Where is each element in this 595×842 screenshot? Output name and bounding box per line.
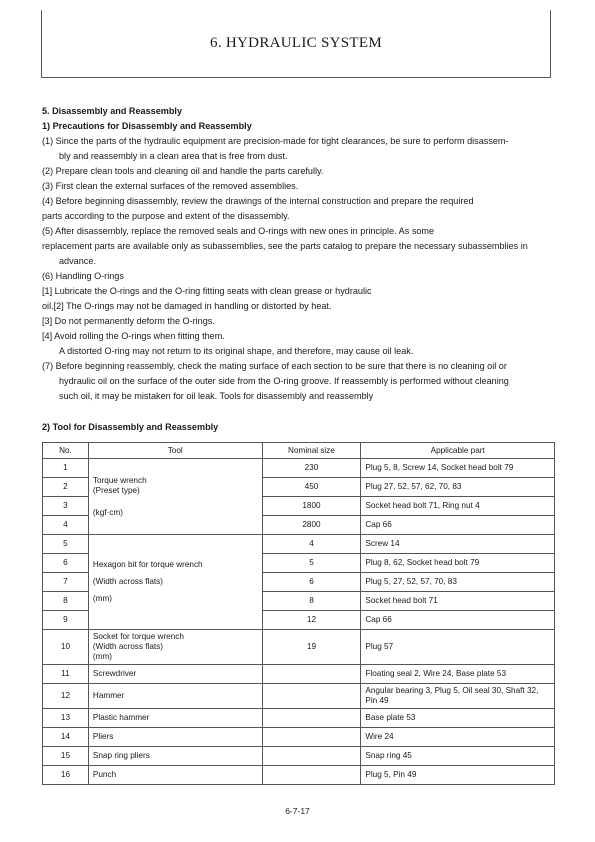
- section-heading: 5. Disassembly and Reassembly: [42, 106, 183, 116]
- nominal-size: 450: [262, 478, 361, 497]
- precaution-line: [3] Do not permanently deform the O-rings.: [42, 316, 215, 326]
- tool-note: (Preset type): [92, 485, 140, 495]
- nominal-size: 5: [262, 554, 361, 573]
- row-number: 2: [43, 478, 89, 497]
- precaution-line: (6) Handling O-rings: [42, 271, 124, 281]
- row-number: 11: [43, 665, 89, 684]
- applicable-part: Plug 57: [361, 630, 555, 665]
- precaution-line: (2) Prepare clean tools and cleaning oil and handle the parts carefully.: [42, 166, 324, 176]
- column-header-size: Nominal size: [262, 443, 361, 459]
- row-number: 6: [43, 554, 89, 573]
- applicable-part: Base plate 53: [361, 709, 555, 728]
- header-box: [41, 10, 551, 78]
- applicable-part: Snap ring 45: [361, 747, 555, 766]
- column-header-tool: Tool: [88, 443, 262, 459]
- subsection-heading-precautions: 1) Precautions for Disassembly and Reassembly: [42, 121, 252, 131]
- row-number: 14: [43, 728, 89, 747]
- nominal-size: 4: [262, 535, 361, 554]
- tool-cell-torque-wrench: [88, 459, 262, 535]
- applicable-part: Plug 5, Pin 49: [361, 766, 555, 785]
- column-header-no: No.: [43, 443, 89, 459]
- table-row: [43, 766, 555, 785]
- row-number: 12: [43, 684, 89, 709]
- nominal-size: [262, 665, 361, 684]
- applicable-part: Plug 8, 62, Socket head bolt 79: [361, 554, 555, 573]
- tool-cell-socket: [88, 630, 262, 665]
- row-number: 10: [43, 630, 89, 665]
- tool-note: (Width across flats): [92, 642, 163, 651]
- precaution-line: (3) First clean the external surfaces of the removed assemblies.: [42, 181, 299, 191]
- tool-name: Snap ring pliers: [88, 747, 262, 766]
- nominal-size: 6: [262, 573, 361, 592]
- table-row: [43, 728, 555, 747]
- precaution-line: such oil, it may be mistaken for oil leak. Tools for disassembly and reassembly: [59, 391, 374, 401]
- nominal-size: 12: [262, 611, 361, 630]
- applicable-part: Cap 66: [361, 611, 555, 630]
- table-row: [43, 665, 555, 684]
- precaution-line: (1) Since the parts of the hydraulic equipment are precision-made for tight clearances, be sure to perform disassem-: [42, 136, 509, 146]
- nominal-size: 8: [262, 592, 361, 611]
- applicable-part: Screw 14: [361, 535, 555, 554]
- nominal-size: [262, 684, 361, 709]
- nominal-size: [262, 709, 361, 728]
- precaution-line: advance.: [59, 256, 96, 266]
- subsection-heading-tools: 2) Tool for Disassembly and Reassembly: [42, 422, 219, 432]
- precaution-line: (7) Before beginning reassembly, check the mating surface of each section to be sure that there is no cleaning oil or: [42, 361, 507, 371]
- nominal-size: [262, 728, 361, 747]
- tools-table: [42, 442, 555, 785]
- precaution-line: [1] Lubricate the O-rings and the O-ring fitting seats with clean grease or hydraulic: [42, 286, 372, 296]
- column-header-part: Applicable part: [361, 443, 555, 459]
- nominal-size: 2800: [262, 516, 361, 535]
- applicable-part: Plug 27, 52, 57, 62, 70, 83: [361, 478, 555, 497]
- tool-unit: (kgf·cm): [92, 507, 123, 517]
- row-number: 4: [43, 516, 89, 535]
- applicable-part: Plug 5, 8, Screw 14, Socket head bolt 79: [361, 459, 555, 478]
- row-number: 13: [43, 709, 89, 728]
- nominal-size: 230: [262, 459, 361, 478]
- row-number: 15: [43, 747, 89, 766]
- page-title: 6. HYDRAULIC SYSTEM: [210, 35, 382, 51]
- applicable-part: Socket head bolt 71: [361, 592, 555, 611]
- tool-name: Torque wrench: [92, 475, 147, 485]
- precaution-line: replacement parts are available only as subassemblies, see the parts catalog to prepare the necessary subassemblies in: [42, 241, 528, 251]
- table-row: [43, 684, 555, 709]
- nominal-size: 19: [262, 630, 361, 665]
- tool-cell-hex-bit: [88, 535, 262, 630]
- row-number: 16: [43, 766, 89, 785]
- row-number: 8: [43, 592, 89, 611]
- tool-note: (Width across flats): [92, 577, 163, 586]
- precaution-line: hydraulic oil on the surface of the outer side from the O-ring groove. If reassembly is performed without cleaning: [59, 376, 509, 386]
- tool-name: Pliers: [88, 728, 262, 747]
- tool-unit: (mm): [92, 652, 113, 661]
- row-number: 1: [43, 459, 89, 478]
- row-number: 5: [43, 535, 89, 554]
- table-row: [43, 630, 555, 665]
- nominal-size: 1800: [262, 497, 361, 516]
- table-row: [43, 459, 555, 478]
- applicable-part: Plug 5, 27, 52, 57, 70, 83: [361, 573, 555, 592]
- tool-name: Punch: [88, 766, 262, 785]
- precaution-line: (5) After disassembly, replace the removed seals and O-rings with new ones in principle. As some: [42, 226, 435, 236]
- applicable-part: Angular bearing 3, Plug 5, Oil seal 30, Shaft 32, Pin 49: [361, 684, 555, 709]
- applicable-part: Floating seal 2, Wire 24, Base plate 53: [361, 665, 555, 684]
- table-row: [43, 709, 555, 728]
- applicable-part: Cap 66: [361, 516, 555, 535]
- tool-unit: (mm): [92, 594, 113, 603]
- table-row: [43, 747, 555, 766]
- applicable-part: Socket head bolt 71, Ring nut 4: [361, 497, 555, 516]
- tool-name: Hexagon bit for torque wrench: [92, 560, 203, 569]
- tool-name: Hammer: [88, 684, 262, 709]
- table-row: [43, 535, 555, 554]
- table-header-row: [43, 443, 555, 459]
- precaution-line: parts according to the purpose and extent of the disassembly.: [42, 211, 290, 221]
- precaution-line: [4] Avoid rolling the O-rings when fitting them.: [42, 331, 225, 341]
- precaution-line: bly and reassembly in a clean area that is free from dust.: [59, 151, 288, 161]
- tool-name: Plastic hammer: [88, 709, 262, 728]
- page-number: 6-7-17: [285, 806, 310, 816]
- row-number: 7: [43, 573, 89, 592]
- row-number: 3: [43, 497, 89, 516]
- nominal-size: [262, 766, 361, 785]
- precaution-line: oil.[2] The O-rings may not be damaged in handling or distorted by heat.: [42, 301, 332, 311]
- tool-name: Screwdriver: [88, 665, 262, 684]
- row-number: 9: [43, 611, 89, 630]
- precaution-line: (4) Before beginning disassembly, review the drawings of the internal construction and prepare the required: [42, 196, 474, 206]
- precaution-line: A distorted O-ring may not return to its original shape, and therefore, may cause oil leak.: [59, 346, 414, 356]
- nominal-size: [262, 747, 361, 766]
- document-body: [42, 104, 555, 435]
- tool-name: Socket for torque wrench: [92, 632, 184, 641]
- applicable-part: Wire 24: [361, 728, 555, 747]
